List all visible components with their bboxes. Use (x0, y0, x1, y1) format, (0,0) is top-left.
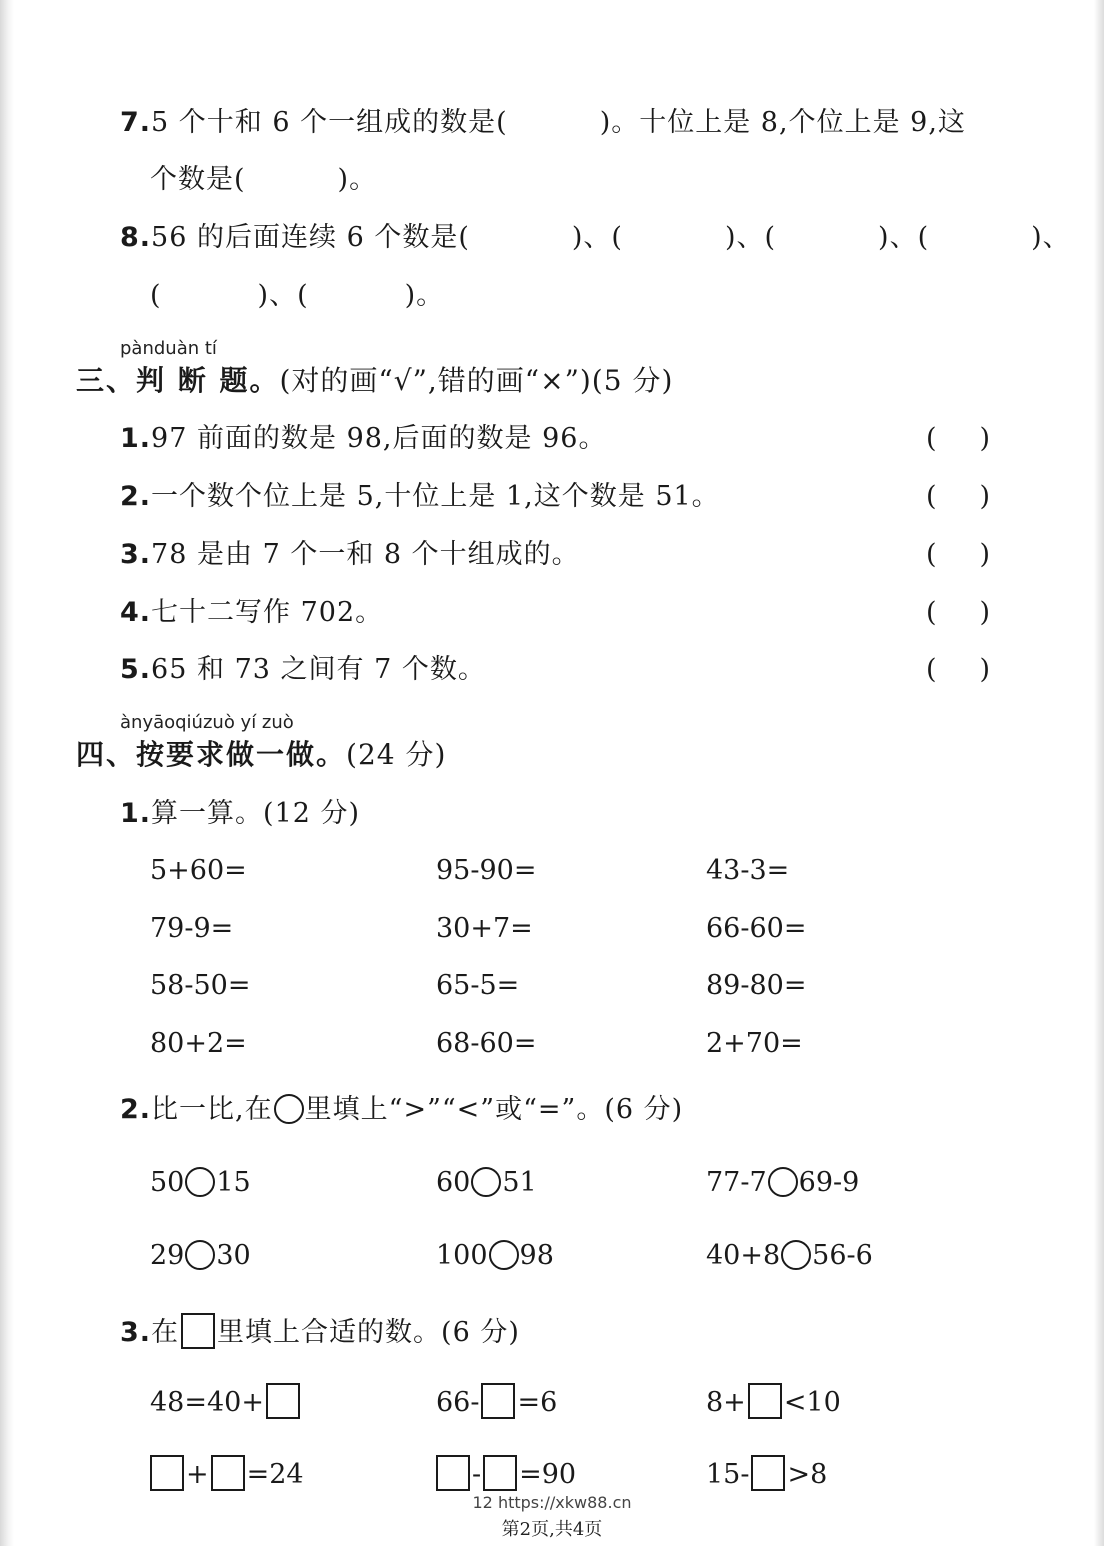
answer-box[interactable] (211, 1455, 245, 1491)
page-right-edge-shadow (1094, 0, 1104, 1546)
answer-box[interactable] (266, 1383, 300, 1419)
fill-box-item (148, 1455, 304, 1492)
fill-text: 15- (706, 1459, 750, 1490)
judgment-item-3 (120, 538, 580, 572)
item-number: 5. (120, 654, 152, 685)
compare-item (706, 1239, 873, 1273)
compare-circle[interactable] (471, 1167, 501, 1197)
compare-circle[interactable] (185, 1240, 215, 1270)
judgment-item-4 (120, 596, 383, 630)
calc-item[interactable]: 65-5= (436, 970, 520, 1001)
part-score: (12 分) (263, 798, 361, 829)
calc-item[interactable]: 66-60= (706, 913, 807, 944)
fill-text: <10 (783, 1387, 841, 1418)
section-3-pinyin: pànduàn tí (120, 338, 217, 359)
part-title-b: 里填上“>”“<”或“=”。 (304, 1094, 605, 1125)
item-number: 4. (120, 597, 152, 628)
item-number: 3. (120, 539, 152, 570)
item-text: 78 是由 7 个一和 8 个十组成的。 (151, 539, 580, 570)
compare-item (150, 1239, 251, 1273)
part-score: (6 分) (604, 1094, 684, 1125)
item-text: 七十二写作 702。 (151, 597, 384, 628)
question-8-line2-c: )。 (404, 280, 445, 311)
part-1-heading (120, 797, 360, 831)
calc-item[interactable]: 43-3= (706, 855, 790, 886)
page-left-edge-shadow (0, 0, 14, 1546)
compare-item (706, 1166, 859, 1200)
compare-left: 77-7 (706, 1167, 767, 1198)
fill-text: =90 (519, 1459, 577, 1490)
question-7-number: 7. (120, 107, 152, 138)
answer-parentheses[interactable]: ( ) (926, 539, 990, 570)
compare-circle[interactable] (768, 1167, 798, 1197)
section-4-pinyin: ànyāoqiúzuò yí zuò (120, 712, 294, 733)
compare-circle[interactable] (781, 1240, 811, 1270)
page-number: 第2页,共4页 (501, 1519, 603, 1540)
compare-left: 60 (436, 1167, 471, 1198)
judgment-item-1 (120, 422, 606, 456)
fill-text: =6 (517, 1387, 558, 1418)
question-8-text-a: 56 的后面连续 6 个数是( (151, 222, 470, 253)
compare-item (150, 1166, 251, 1200)
part-number: 1. (120, 798, 152, 829)
fill-box-item (150, 1383, 302, 1420)
part-3-heading (120, 1313, 520, 1350)
fill-text: + (186, 1459, 209, 1490)
question-7-text-b: )。十位上是 8,个位上是 9,这 (599, 107, 966, 138)
question-7-line-1 (120, 106, 966, 140)
answer-box[interactable] (481, 1383, 515, 1419)
compare-item (436, 1166, 537, 1200)
part-title: 算一算。 (151, 798, 264, 829)
judgment-item-2 (120, 480, 720, 514)
section-3-title: 三、判 断 题。 (76, 364, 280, 397)
part-number: 3. (120, 1317, 152, 1348)
calc-item[interactable]: 79-9= (150, 913, 234, 944)
fill-text: 48=40+ (150, 1387, 264, 1418)
fill-text: 8+ (706, 1387, 746, 1418)
item-text: 65 和 73 之间有 7 个数。 (151, 654, 486, 685)
question-7-text-d: )。 (337, 164, 378, 195)
item-number: 2. (120, 481, 152, 512)
compare-circle[interactable] (185, 1167, 215, 1197)
compare-left: 100 (436, 1240, 488, 1271)
compare-right: 98 (519, 1240, 554, 1271)
calc-item[interactable]: 80+2= (150, 1028, 247, 1059)
part-title-b: 里填上合适的数。 (217, 1317, 442, 1348)
question-8-sep-3: )、( (878, 222, 930, 253)
question-8-line-2 (150, 279, 444, 313)
part-title-a: 比一比,在 (151, 1094, 273, 1125)
section-4-title: 四、按要求做一做。 (76, 738, 347, 771)
part-title-a: 在 (151, 1317, 180, 1348)
answer-parentheses[interactable]: ( ) (926, 481, 990, 512)
fill-text: >8 (787, 1459, 828, 1490)
question-8-sep-1: )、( (571, 222, 623, 253)
calc-item[interactable]: 95-90= (436, 855, 537, 886)
fill-text: 66- (436, 1387, 480, 1418)
compare-circle[interactable] (489, 1240, 519, 1270)
compare-left: 50 (150, 1167, 185, 1198)
fill-box-item (436, 1383, 557, 1420)
judgment-item-5 (120, 653, 486, 687)
answer-box[interactable] (483, 1455, 517, 1491)
item-text: 一个数个位上是 5,十位上是 1,这个数是 51。 (151, 481, 720, 512)
compare-right: 56-6 (812, 1240, 873, 1271)
question-8-sep-4: )、 (1031, 222, 1071, 253)
compare-right: 69-9 (798, 1167, 860, 1198)
compare-left: 29 (150, 1240, 185, 1271)
section-3-instruction: (对的画“√”,错的画“×”)(5 分) (279, 364, 674, 397)
calc-item[interactable]: 30+7= (436, 913, 533, 944)
calc-item[interactable]: 2+70= (706, 1028, 803, 1059)
fill-box-item (706, 1383, 841, 1420)
answer-box[interactable] (436, 1455, 470, 1491)
compare-item (436, 1239, 554, 1273)
answer-parentheses[interactable]: ( ) (926, 654, 990, 685)
question-8-line-1 (120, 221, 1071, 255)
part-2-heading (120, 1093, 683, 1127)
section-4-score: (24 分) (346, 738, 447, 771)
compare-right: 15 (216, 1167, 251, 1198)
question-8-sep-2: )、( (724, 222, 777, 253)
question-8-line2-a: ( (150, 280, 162, 311)
part-score: (6 分) (441, 1317, 520, 1348)
fill-text: =24 (246, 1459, 304, 1490)
answer-parentheses[interactable]: ( ) (926, 597, 990, 628)
answer-box[interactable] (751, 1455, 785, 1491)
fill-box-item (706, 1455, 827, 1492)
question-7-text-a: 5 个十和 6 个一组成的数是( (151, 107, 508, 138)
question-8-line2-b: )、( (257, 280, 309, 311)
circle-icon (274, 1094, 304, 1124)
watermark-text: 12 https://xkw88.cn (472, 1493, 632, 1512)
fill-box-item (434, 1455, 576, 1492)
part-number: 2. (120, 1094, 152, 1125)
answer-box[interactable] (150, 1455, 184, 1491)
compare-right: 30 (216, 1240, 251, 1271)
calc-item[interactable]: 68-60= (436, 1028, 537, 1059)
fill-text: - (472, 1459, 482, 1490)
answer-box[interactable] (748, 1383, 782, 1419)
section-4-heading (76, 737, 446, 773)
compare-right: 51 (502, 1167, 537, 1198)
question-8-number: 8. (120, 222, 152, 253)
answer-parentheses[interactable]: ( ) (926, 423, 990, 454)
compare-left: 40+8 (706, 1240, 781, 1271)
item-number: 1. (120, 423, 152, 454)
calc-item[interactable]: 58-50= (150, 970, 251, 1001)
section-3-heading (76, 363, 673, 399)
calc-item[interactable]: 5+60= (150, 855, 247, 886)
question-7-text-c: 个数是( (150, 164, 246, 195)
square-box-icon (181, 1313, 215, 1349)
calc-item[interactable]: 89-80= (706, 970, 807, 1001)
question-7-line-2 (150, 163, 377, 197)
item-text: 97 前面的数是 98,后面的数是 96。 (151, 423, 607, 454)
